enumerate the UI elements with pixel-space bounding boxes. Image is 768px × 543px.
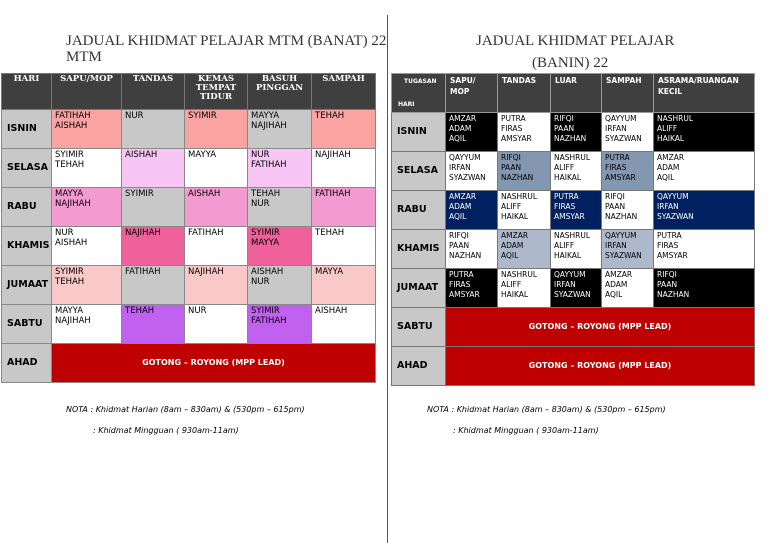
duty-cell: TEHAH bbox=[312, 227, 376, 266]
duty-cell: SYIMIR TEHAH bbox=[52, 266, 122, 305]
duty-cell: NUR bbox=[122, 110, 185, 149]
duty-cell: NASHRUL ALIFF HAIKAL bbox=[551, 230, 602, 269]
duty-cell: PUTRA FIRAS AMSYAR bbox=[551, 191, 602, 230]
table-header-row bbox=[392, 74, 755, 113]
duty-cell: AISHAH NUR bbox=[248, 266, 312, 305]
day-cell: SABTU bbox=[392, 308, 446, 347]
day-cell: KHAMIS bbox=[392, 230, 446, 269]
duty-cell: RIFQI PAAN NAZHAN bbox=[551, 113, 602, 152]
gotong-royong-cell: GOTONG – ROYONG (MPP LEAD) bbox=[52, 344, 376, 383]
duty-cell: QAYYUM IRFAN SYAZWAN bbox=[654, 191, 755, 230]
duty-cell: MAYYA NAJIHAH bbox=[248, 110, 312, 149]
duty-cell: MAYYA bbox=[312, 266, 376, 305]
duty-cell: AISHAH bbox=[312, 305, 376, 344]
header-sampah: SAMPAH bbox=[602, 74, 654, 113]
header-corner bbox=[392, 74, 446, 113]
page-divider bbox=[387, 15, 388, 543]
table-row bbox=[392, 230, 755, 269]
table-row bbox=[2, 188, 376, 227]
duty-cell: FATIHAH bbox=[185, 227, 248, 266]
duty-cell: SYIMIR MAYYA bbox=[248, 227, 312, 266]
day-cell: SELASA bbox=[2, 149, 52, 188]
table-row bbox=[392, 113, 755, 152]
duty-cell: SYIMIR TEHAH bbox=[52, 149, 122, 188]
duty-cell: AMZAR ADAM AQIL bbox=[446, 191, 498, 230]
duty-cell: MAYYA NAJIHAH bbox=[52, 305, 122, 344]
table-row bbox=[2, 227, 376, 266]
duty-cell: TEHAH bbox=[122, 305, 185, 344]
duty-cell: RIFQI PAAN NAZHAN bbox=[602, 191, 654, 230]
header-tandas: TANDAS bbox=[498, 74, 551, 113]
duty-cell: MAYYA NAJIHAH bbox=[52, 188, 122, 227]
header-sapu-mop: SAPU/ MOP bbox=[446, 74, 498, 113]
table-row bbox=[2, 305, 376, 344]
duty-cell: NAJIHAH bbox=[312, 149, 376, 188]
duty-cell: RIFQI PAAN NAZHAN bbox=[654, 269, 755, 308]
duty-cell: NASHRUL ALIFF HAIKAL bbox=[498, 191, 551, 230]
day-cell: AHAD bbox=[2, 344, 52, 383]
right-subtitle: (BANIN) 22 bbox=[532, 55, 609, 71]
duty-cell: QAYYUM IRFAN SYAZWAN bbox=[602, 230, 654, 269]
banin-schedule-table bbox=[391, 73, 755, 386]
table-row bbox=[2, 110, 376, 149]
header-sapu-mop: SAPU/MOP bbox=[52, 74, 122, 110]
left-note-daily: NOTA : Khidmat Harian (8am – 830am) & (530pm – 615pm) bbox=[66, 405, 305, 414]
day-cell: SABTU bbox=[2, 305, 52, 344]
duty-cell: SYIMIR FATIHAH bbox=[248, 305, 312, 344]
duty-cell: AMZAR ADAM AQIL bbox=[602, 269, 654, 308]
right-title-text: JADUAL KHIDMAT PELAJAR bbox=[476, 33, 675, 49]
duty-cell: NUR bbox=[185, 305, 248, 344]
duty-cell: RIFQI PAAN NAZHAN bbox=[498, 152, 551, 191]
day-cell: ISNIN bbox=[2, 110, 52, 149]
table-row-sabtu bbox=[392, 308, 755, 347]
duty-cell: PUTRA FIRAS AMSYAR bbox=[602, 152, 654, 191]
header-tugasan: TUGASAN bbox=[404, 78, 437, 85]
table-row bbox=[2, 266, 376, 305]
duty-cell: NUR AISHAH bbox=[52, 227, 122, 266]
header-tandas: TANDAS bbox=[122, 74, 185, 110]
duty-cell: NASHRUL ALIFF HAIKAL bbox=[498, 269, 551, 308]
header-hari: HARI bbox=[398, 101, 415, 108]
table-row-ahad bbox=[2, 344, 376, 383]
right-note-daily: NOTA : Khidmat Harian (8am – 830am) & (530pm – 615pm) bbox=[427, 405, 666, 414]
table-row bbox=[392, 152, 755, 191]
duty-cell: TEHAH bbox=[312, 110, 376, 149]
day-cell: JUMAAT bbox=[392, 269, 446, 308]
gotong-royong-cell: GOTONG – ROYONG (MPP LEAD) bbox=[446, 308, 755, 347]
table-header-row bbox=[2, 74, 376, 110]
day-cell: JUMAAT bbox=[2, 266, 52, 305]
duty-cell: QAYYUM IRFAN SYAZWAN bbox=[446, 152, 498, 191]
day-cell: SELASA bbox=[392, 152, 446, 191]
duty-cell: AMZAR ADAM AQIL bbox=[446, 113, 498, 152]
day-cell: KHAMIS bbox=[2, 227, 52, 266]
duty-cell: FATIHAH bbox=[312, 188, 376, 227]
duty-cell: AISHAH bbox=[185, 188, 248, 227]
day-cell: ISNIN bbox=[392, 113, 446, 152]
day-cell: RABU bbox=[2, 188, 52, 227]
duty-cell: SYIMIR bbox=[122, 188, 185, 227]
header-sampah: SAMPAH bbox=[312, 74, 376, 110]
header-hari: HARI bbox=[2, 74, 52, 110]
duty-cell: NUR FATIHAH bbox=[248, 149, 312, 188]
duty-cell: PUTRA FIRAS AMSYAR bbox=[446, 269, 498, 308]
left-title: JADUAL KHIDMAT PELAJAR MTM (BANAT) 22 MTM bbox=[66, 33, 387, 65]
header-kemas-tempat-tidur: KEMAS TEMPAT TIDUR bbox=[185, 74, 248, 110]
left-note-weekly: : Khidmat Mingguan ( 930am-11am) bbox=[93, 426, 239, 435]
duty-cell: MAYYA bbox=[185, 149, 248, 188]
day-cell: AHAD bbox=[392, 347, 446, 386]
duty-cell: QAYYUM IRFAN SYAZWAN bbox=[602, 113, 654, 152]
table-row bbox=[392, 269, 755, 308]
duty-cell: PUTRA FIRAS AMSYAR bbox=[654, 230, 755, 269]
header-asrama-ruangan-kecil: ASRAMA/RUANGAN KECIL bbox=[654, 74, 755, 113]
banat-schedule-table bbox=[1, 73, 376, 383]
duty-cell: RIFQI PAAN NAZHAN bbox=[446, 230, 498, 269]
duty-cell: NASHRUL ALIFF HAIKAL bbox=[654, 113, 755, 152]
duty-cell: PUTRA FIRAS AMSYAR bbox=[498, 113, 551, 152]
table-row bbox=[2, 149, 376, 188]
duty-cell: SYIMIR bbox=[185, 110, 248, 149]
gotong-royong-cell: GOTONG – ROYONG (MPP LEAD) bbox=[446, 347, 755, 386]
duty-cell: FATIHAH AISHAH bbox=[52, 110, 122, 149]
day-cell: RABU bbox=[392, 191, 446, 230]
duty-cell: AISHAH bbox=[122, 149, 185, 188]
right-note-weekly: : Khidmat Mingguan ( 930am-11am) bbox=[453, 426, 599, 435]
table-row-ahad bbox=[392, 347, 755, 386]
duty-cell: NAJIHAH bbox=[185, 266, 248, 305]
duty-cell: AMZAR ADAM AQIL bbox=[654, 152, 755, 191]
duty-cell: NAJIHAH bbox=[122, 227, 185, 266]
header-basuh-pinggan: BASUH PINGGAN bbox=[248, 74, 312, 110]
duty-cell: TEHAH NUR bbox=[248, 188, 312, 227]
duty-cell: NASHRUL ALIFF HAIKAL bbox=[551, 152, 602, 191]
header-luar: LUAR bbox=[551, 74, 602, 113]
right-title bbox=[476, 33, 736, 71]
duty-cell: AMZAR ADAM AQIL bbox=[498, 230, 551, 269]
table-row bbox=[392, 191, 755, 230]
duty-cell: QAYYUM IRFAN SYAZWAN bbox=[551, 269, 602, 308]
duty-cell: FATIHAH bbox=[122, 266, 185, 305]
